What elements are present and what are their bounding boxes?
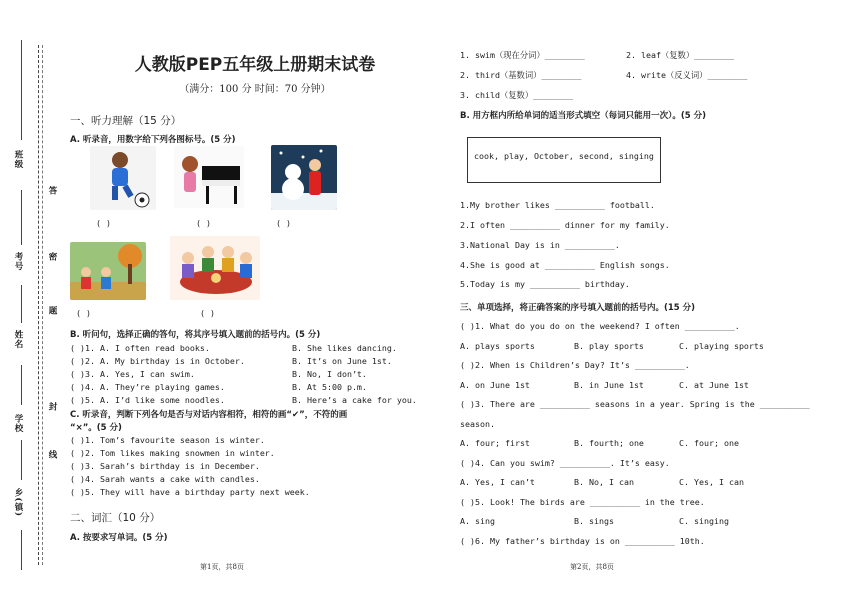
listen-part-a-instruction: A. 听录音，用数字给下列各图标号。(5 分) <box>70 135 236 145</box>
town-underline-2 <box>21 530 22 570</box>
fill-row-5: 5.Today is my __________ birthday. <box>460 279 630 289</box>
listen-part-c-instruction-2: “×”。(5 分) <box>70 423 122 433</box>
listen-b-row-5-a: ( )5. A. I’d like some noodles. <box>70 395 225 405</box>
question-1-option-c: C. playing sports <box>679 341 764 351</box>
word-bank-box <box>467 137 661 183</box>
question-4-option-a: A. Yes, I can’t <box>460 477 535 487</box>
answer-paren-2[interactable]: ( ) <box>196 218 211 228</box>
question-2-option-b: B. in June 1st <box>574 380 644 390</box>
question-1: ( )1. What do you do on the weekend? I often __________. <box>460 321 740 331</box>
question-3-continued: season. <box>460 419 495 429</box>
seal-char-2: 密 <box>47 252 57 261</box>
listen-c-row-4: ( )4. Sarah wants a cake with candles. <box>70 474 260 484</box>
listen-b-row-2-a: ( )2. A. My birthday is in October. <box>70 356 245 366</box>
question-5: ( )5. Look! The birds are __________ in the tree. <box>460 497 705 507</box>
town-underline <box>21 440 22 480</box>
binding-dashed-line-inner <box>42 45 43 565</box>
listen-b-row-1-b: B. She likes dancing. <box>292 343 397 353</box>
word-row-2-b: 4. write（反义词）________ <box>626 70 748 80</box>
word-bank-words: cook, play, October, second, singing <box>474 151 654 161</box>
school-underline <box>21 365 22 405</box>
section-3-heading: 三、单项选择，将正确答案的序号填入题前的括号内。(15 分) <box>460 303 696 313</box>
word-row-1-b: 2. leaf（复数）________ <box>626 50 735 60</box>
page-footer-1: 第1页，共8页 <box>200 563 244 571</box>
listen-b-row-3-a: ( )3. A. Yes, I can swim. <box>70 369 195 379</box>
word-row-3-a: 3. child（复数）________ <box>460 90 574 100</box>
listen-c-row-2: ( )2. Tom likes making snowmen in winter. <box>70 448 275 458</box>
fill-row-1: 1.My brother likes __________ football. <box>460 200 655 210</box>
listen-b-row-3-b: B. No, I don’t. <box>292 369 367 379</box>
listen-b-row-5-b: B. Here’s a cake for you. <box>292 395 417 405</box>
seal-char-5: 线 <box>47 450 57 459</box>
seal-char-4: 封 <box>47 402 57 411</box>
question-3-option-c: C. four; one <box>679 438 739 448</box>
seal-char-1: 答 <box>47 186 57 195</box>
question-1-option-b: B. play sports <box>574 341 644 351</box>
question-4-option-c: C. Yes, I can <box>679 477 744 487</box>
listen-b-row-1-a: ( )1. A. I often read books. <box>70 343 210 353</box>
exam-title: 人教版PEP五年级上册期末试卷 <box>134 55 376 75</box>
listen-c-row-3: ( )3. Sarah’s birthday is in December. <box>70 461 260 471</box>
exam-subtitle: （满分：100 分 时间：70 分钟） <box>179 84 331 95</box>
vocab-part-a-instruction: A. 按要求写单词。(5 分) <box>70 533 168 543</box>
listen-b-row-4-a: ( )4. A. They’re playing games. <box>70 382 225 392</box>
fill-row-3: 3.National Day is in __________. <box>460 240 620 250</box>
name-underline <box>21 285 22 323</box>
listen-b-row-2-b: B. It’s on June 1st. <box>292 356 392 366</box>
listen-b-row-4-b: B. At 5:00 p.m. <box>292 382 367 392</box>
question-4-option-b: B. No, I can <box>574 477 634 487</box>
question-3-option-a: A. four; first <box>460 438 530 448</box>
label-town: 乡(镇) <box>13 488 23 518</box>
answer-paren-1[interactable]: ( ) <box>96 218 111 228</box>
fill-row-2: 2.I often __________ dinner for my family. <box>460 220 670 230</box>
picture-piano <box>174 146 244 208</box>
label-exam-number: 考号 <box>13 252 23 271</box>
picture-football <box>90 146 156 210</box>
answer-paren-3[interactable]: ( ) <box>276 218 291 228</box>
page-footer-2: 第2页，共8页 <box>570 563 614 571</box>
question-3-option-b: B. fourth; one <box>574 438 644 448</box>
vocab-part-b-instruction: B. 用方框内所给单词的适当形式填空（每词只能用一次）。(5 分) <box>460 111 707 121</box>
question-1-option-a: A. plays sports <box>460 341 535 351</box>
word-row-1-a: 1. swim（现在分词）________ <box>460 50 585 60</box>
picture-autumn-park <box>70 242 146 300</box>
question-5-option-a: A. sing <box>460 516 495 526</box>
examno-underline <box>21 190 22 245</box>
section-2-heading: 二、词汇（10 分） <box>70 512 161 524</box>
answer-paren-5[interactable]: ( ) <box>200 308 215 318</box>
picture-snowman <box>271 145 337 210</box>
question-2: ( )2. When is Children’s Day? It’s __________. <box>460 360 690 370</box>
listen-part-c-instruction: C. 听录音，判断下列各句是否与对话内容相符，相符的画“✔”，不符的画 <box>70 410 348 420</box>
listen-part-b-instruction: B. 听问句，选择正确的答句，将其序号填入题前的括号内。(5 分) <box>70 330 321 340</box>
answer-paren-4[interactable]: ( ) <box>76 308 91 318</box>
question-4: ( )4. Can you swim? __________. It’s easy. <box>460 458 670 468</box>
binding-dashed-line <box>38 45 39 565</box>
label-class: 班级 <box>13 150 23 169</box>
label-school: 学校 <box>13 414 23 433</box>
seal-char-3: 题 <box>47 306 57 315</box>
fill-row-4: 4.She is good at __________ English songs. <box>460 260 670 270</box>
section-1-heading: 一、听力理解（15 分） <box>70 115 182 127</box>
class-underline <box>21 40 22 140</box>
question-6: ( )6. My father’s birthday is on __________ 10th. <box>460 536 705 546</box>
label-name: 姓名 <box>13 330 23 349</box>
question-3: ( )3. There are __________ seasons in a year. Spring is the __________ <box>460 399 810 409</box>
listen-c-row-5: ( )5. They will have a birthday party next week. <box>70 487 310 497</box>
question-2-option-c: C. at June 1st <box>679 380 749 390</box>
listen-c-row-1: ( )1. Tom’s favourite season is winter. <box>70 435 265 445</box>
question-5-option-b: B. sings <box>574 516 614 526</box>
question-5-option-c: C. singing <box>679 516 729 526</box>
word-row-2-a: 2. third（基数词）________ <box>460 70 582 80</box>
picture-family-dinner <box>170 236 260 300</box>
question-2-option-a: A. on June 1st <box>460 380 530 390</box>
